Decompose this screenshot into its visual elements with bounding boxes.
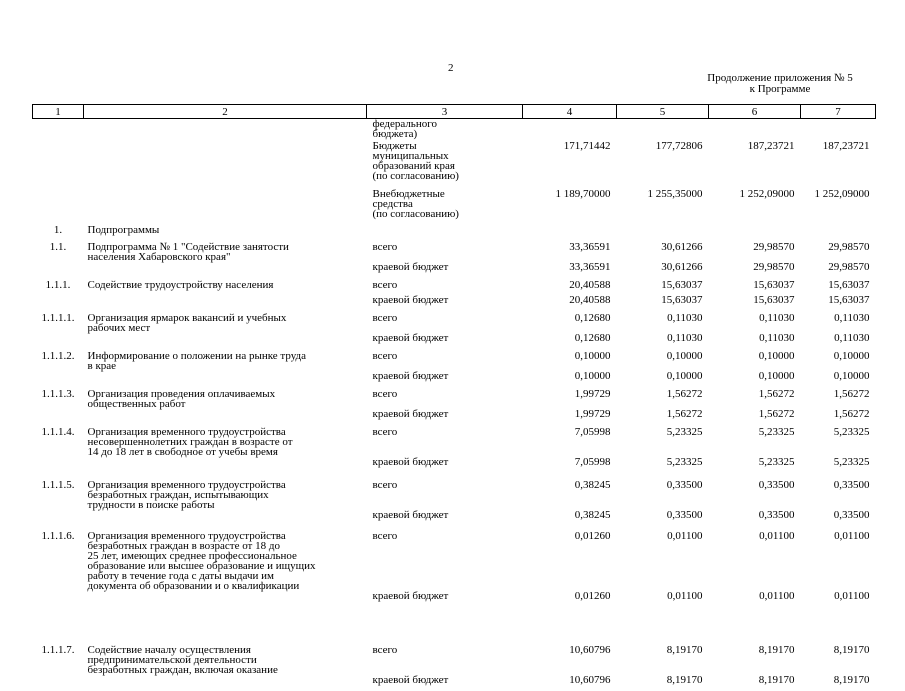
row-number	[33, 371, 84, 389]
row-value: 8,19170	[666, 643, 703, 656]
header-row	[33, 105, 876, 119]
header-cell: 4	[523, 105, 617, 119]
row-value: 29,98570	[828, 260, 870, 273]
row-number: 1.1.1.4.	[41, 425, 75, 438]
row-value: 8,19170	[666, 673, 703, 686]
row-value: 10,60796	[569, 643, 611, 656]
row-value: 0,11030	[834, 311, 870, 324]
row-name	[84, 119, 367, 141]
row-value: 1,56272	[758, 407, 795, 420]
row-value: 0,12680	[574, 311, 611, 324]
row-value: 33,36591	[569, 240, 611, 253]
row-value: 0,10000	[666, 369, 703, 382]
row-name	[84, 457, 367, 480]
row-source: всего	[372, 425, 398, 438]
row-source: федерального бюджета)	[372, 118, 437, 140]
row-name	[84, 409, 367, 427]
table-row	[33, 262, 876, 280]
row-value: 0,01260	[574, 589, 611, 602]
row-value: 187,23721	[822, 139, 870, 152]
table-row	[33, 591, 876, 645]
row-value: 1 189,70000	[555, 187, 611, 200]
row-name	[84, 675, 367, 691]
row-number	[33, 295, 84, 313]
table-row	[33, 531, 876, 591]
row-value	[709, 119, 801, 141]
row-number: 1.1.1.	[45, 278, 71, 291]
row-value: 5,23325	[666, 425, 703, 438]
table-row	[33, 480, 876, 510]
row-value: 1,56272	[758, 387, 795, 400]
row-name: Подпрограммы	[87, 223, 160, 236]
row-number	[33, 675, 84, 691]
row-name: Организация ярмарок вакансий и учебных рабочих мест	[87, 311, 287, 334]
table-row	[33, 427, 876, 457]
row-value	[617, 225, 709, 242]
header-cell: 7	[801, 105, 876, 119]
row-number	[33, 409, 84, 427]
row-name	[84, 510, 367, 531]
row-number	[33, 262, 84, 280]
row-number	[33, 591, 84, 645]
row-source: краевой бюджет	[372, 508, 449, 521]
header-cell: 5	[617, 105, 709, 119]
table-row	[33, 645, 876, 675]
row-value: 187,23721	[747, 139, 795, 152]
row-source: всего	[372, 387, 398, 400]
page-number: 2	[448, 62, 454, 74]
row-value: 8,19170	[758, 643, 795, 656]
row-number	[33, 141, 84, 189]
row-value: 0,11030	[667, 331, 703, 344]
table-row	[33, 675, 876, 691]
table-row	[33, 389, 876, 409]
row-value: 0,10000	[833, 369, 870, 382]
row-name	[84, 333, 367, 351]
table-row	[33, 457, 876, 480]
row-value: 15,63037	[661, 278, 703, 291]
row-name: Организация временного трудоустройства безработных граждан, испытывающих трудности в поиске работы	[87, 478, 286, 511]
row-name: Содействие началу осуществления предпринимательской деятельности безработных граждан, включая оказание	[87, 643, 278, 676]
row-number: 1.1.1.1.	[41, 311, 75, 324]
row-value: 8,19170	[833, 643, 870, 656]
row-value: 0,11030	[759, 331, 795, 344]
row-value: 5,23325	[666, 455, 703, 468]
row-value: 0,33500	[758, 508, 795, 521]
appendix-line: к Программе	[749, 83, 811, 95]
row-value: 15,63037	[828, 278, 870, 291]
row-name	[84, 591, 367, 645]
row-source: всего	[372, 643, 398, 656]
row-value: 30,61266	[661, 260, 703, 273]
row-name: Содействие трудоустройству населения	[87, 278, 274, 291]
table-row	[33, 351, 876, 371]
row-value: 0,11030	[667, 311, 703, 324]
row-number	[33, 333, 84, 351]
row-value: 177,72806	[655, 139, 703, 152]
row-source: краевой бюджет	[372, 369, 449, 382]
row-value: 0,01100	[759, 529, 795, 542]
row-value: 15,63037	[753, 293, 795, 306]
row-name: Организация временного трудоустройства безработных граждан в возрасте от 18 до 25 лет, имеющих среднее профессиональное образование или высшее образование и ищущих работу в течение года с даты выдачи им документа об образовании и о квалификации	[87, 529, 316, 592]
table-row	[33, 510, 876, 531]
table-row	[33, 295, 876, 313]
row-value: 0,12680	[574, 331, 611, 344]
row-value: 0,11030	[759, 311, 795, 324]
row-value: 1,56272	[666, 387, 703, 400]
table-row	[33, 242, 876, 262]
row-value: 20,40588	[569, 278, 611, 291]
row-number	[33, 510, 84, 531]
row-value: 1,99729	[574, 407, 611, 420]
table-row	[33, 189, 876, 225]
row-value: 0,38245	[574, 478, 611, 491]
row-value	[617, 119, 709, 141]
row-source: Бюджеты муниципальных образований края (по согласованию)	[372, 139, 459, 182]
row-value: 1,56272	[833, 407, 870, 420]
row-value: 1,99729	[574, 387, 611, 400]
table-row	[33, 141, 876, 189]
row-source: краевой бюджет	[372, 331, 449, 344]
row-value: 0,33500	[666, 478, 703, 491]
row-value: 0,01260	[574, 529, 611, 542]
row-number	[33, 189, 84, 225]
row-value: 0,33500	[666, 508, 703, 521]
row-value: 0,10000	[574, 349, 611, 362]
table-body	[33, 119, 876, 691]
row-name	[84, 295, 367, 313]
row-value: 15,63037	[828, 293, 870, 306]
budget-table	[32, 104, 876, 691]
row-value: 0,10000	[758, 349, 795, 362]
row-value: 0,01100	[667, 589, 703, 602]
row-number: 1.1.1.5.	[41, 478, 75, 491]
row-value: 5,23325	[758, 455, 795, 468]
row-number	[33, 457, 84, 480]
row-value: 0,33500	[833, 508, 870, 521]
row-source: краевой бюджет	[372, 589, 449, 602]
row-value: 0,01100	[759, 589, 795, 602]
row-value: 5,23325	[833, 425, 870, 438]
row-value: 0,33500	[758, 478, 795, 491]
row-name: Организация временного трудоустройства несовершеннолетних граждан в возрасте от 14 до 18 лет в свободное от учебы время	[87, 425, 293, 458]
row-value: 0,10000	[666, 349, 703, 362]
row-value: 33,36591	[569, 260, 611, 273]
row-value: 5,23325	[833, 455, 870, 468]
row-source: всего	[372, 349, 398, 362]
row-value: 0,01100	[834, 589, 870, 602]
row-number	[33, 119, 84, 141]
row-value: 15,63037	[661, 293, 703, 306]
row-value: 10,60796	[569, 673, 611, 686]
row-value: 0,01100	[834, 529, 870, 542]
header-cell: 2	[84, 105, 367, 119]
table-row	[33, 409, 876, 427]
row-source: всего	[372, 240, 398, 253]
row-value	[523, 225, 617, 242]
row-source: краевой бюджет	[372, 407, 449, 420]
table-row	[33, 313, 876, 333]
row-source: краевой бюджет	[372, 293, 449, 306]
row-number: 1.1.1.3.	[41, 387, 75, 400]
row-source: краевой бюджет	[372, 260, 449, 273]
row-value: 29,98570	[753, 260, 795, 273]
row-value: 171,71442	[563, 139, 611, 152]
row-source: всего	[372, 311, 398, 324]
table-row	[33, 371, 876, 389]
row-value: 8,19170	[833, 673, 870, 686]
row-number: 1.1.1.7.	[41, 643, 75, 656]
row-name: Подпрограмма № 1 "Содействие занятости населения Хабаровского края"	[87, 240, 289, 263]
row-value: 1,56272	[833, 387, 870, 400]
header-cell: 6	[709, 105, 801, 119]
row-value	[709, 225, 801, 242]
header-cell: 1	[33, 105, 84, 119]
row-value: 7,05998	[574, 425, 611, 438]
table-row	[33, 333, 876, 351]
row-value	[801, 119, 876, 141]
row-source: краевой бюджет	[372, 673, 449, 686]
row-value: 15,63037	[753, 278, 795, 291]
row-source: всего	[372, 478, 398, 491]
row-value: 0,10000	[833, 349, 870, 362]
table-row	[33, 280, 876, 295]
row-name	[84, 141, 367, 189]
row-number: 1.1.1.6.	[41, 529, 75, 542]
row-number: 1.1.	[49, 240, 67, 253]
row-value: 0,11030	[834, 331, 870, 344]
row-value: 1 255,35000	[647, 187, 703, 200]
row-name: Информирование о положении на рынке труда в крае	[87, 349, 307, 372]
row-value: 29,98570	[828, 240, 870, 253]
table-row	[33, 225, 876, 242]
row-value: 5,23325	[758, 425, 795, 438]
appendix-line: Продолжение приложения № 5	[707, 72, 853, 84]
row-value: 0,10000	[758, 369, 795, 382]
row-value: 0,33500	[833, 478, 870, 491]
row-name	[84, 189, 367, 225]
row-value: 1 252,09000	[814, 187, 870, 200]
row-name: Организация проведения оплачиваемых общественных работ	[87, 387, 276, 410]
row-name	[84, 371, 367, 389]
row-value: 29,98570	[753, 240, 795, 253]
row-source: Внебюджетные средства (по согласованию)	[372, 187, 459, 220]
row-value: 0,38245	[574, 508, 611, 521]
table-row	[33, 119, 876, 141]
row-value	[801, 225, 876, 242]
row-number: 1.	[53, 223, 63, 236]
row-value: 7,05998	[574, 455, 611, 468]
header-cell: 3	[367, 105, 523, 119]
row-value: 1,56272	[666, 407, 703, 420]
row-value: 0,10000	[574, 369, 611, 382]
row-value: 30,61266	[661, 240, 703, 253]
row-value: 1 252,09000	[739, 187, 795, 200]
row-number: 1.1.1.2.	[41, 349, 75, 362]
row-source: краевой бюджет	[372, 455, 449, 468]
row-value: 8,19170	[758, 673, 795, 686]
appendix-caption	[690, 73, 870, 95]
row-name	[84, 262, 367, 280]
row-value: 0,01100	[667, 529, 703, 542]
row-source: всего	[372, 529, 398, 542]
row-source: всего	[372, 278, 398, 291]
row-value	[523, 119, 617, 141]
row-source	[367, 225, 523, 242]
row-value: 20,40588	[569, 293, 611, 306]
